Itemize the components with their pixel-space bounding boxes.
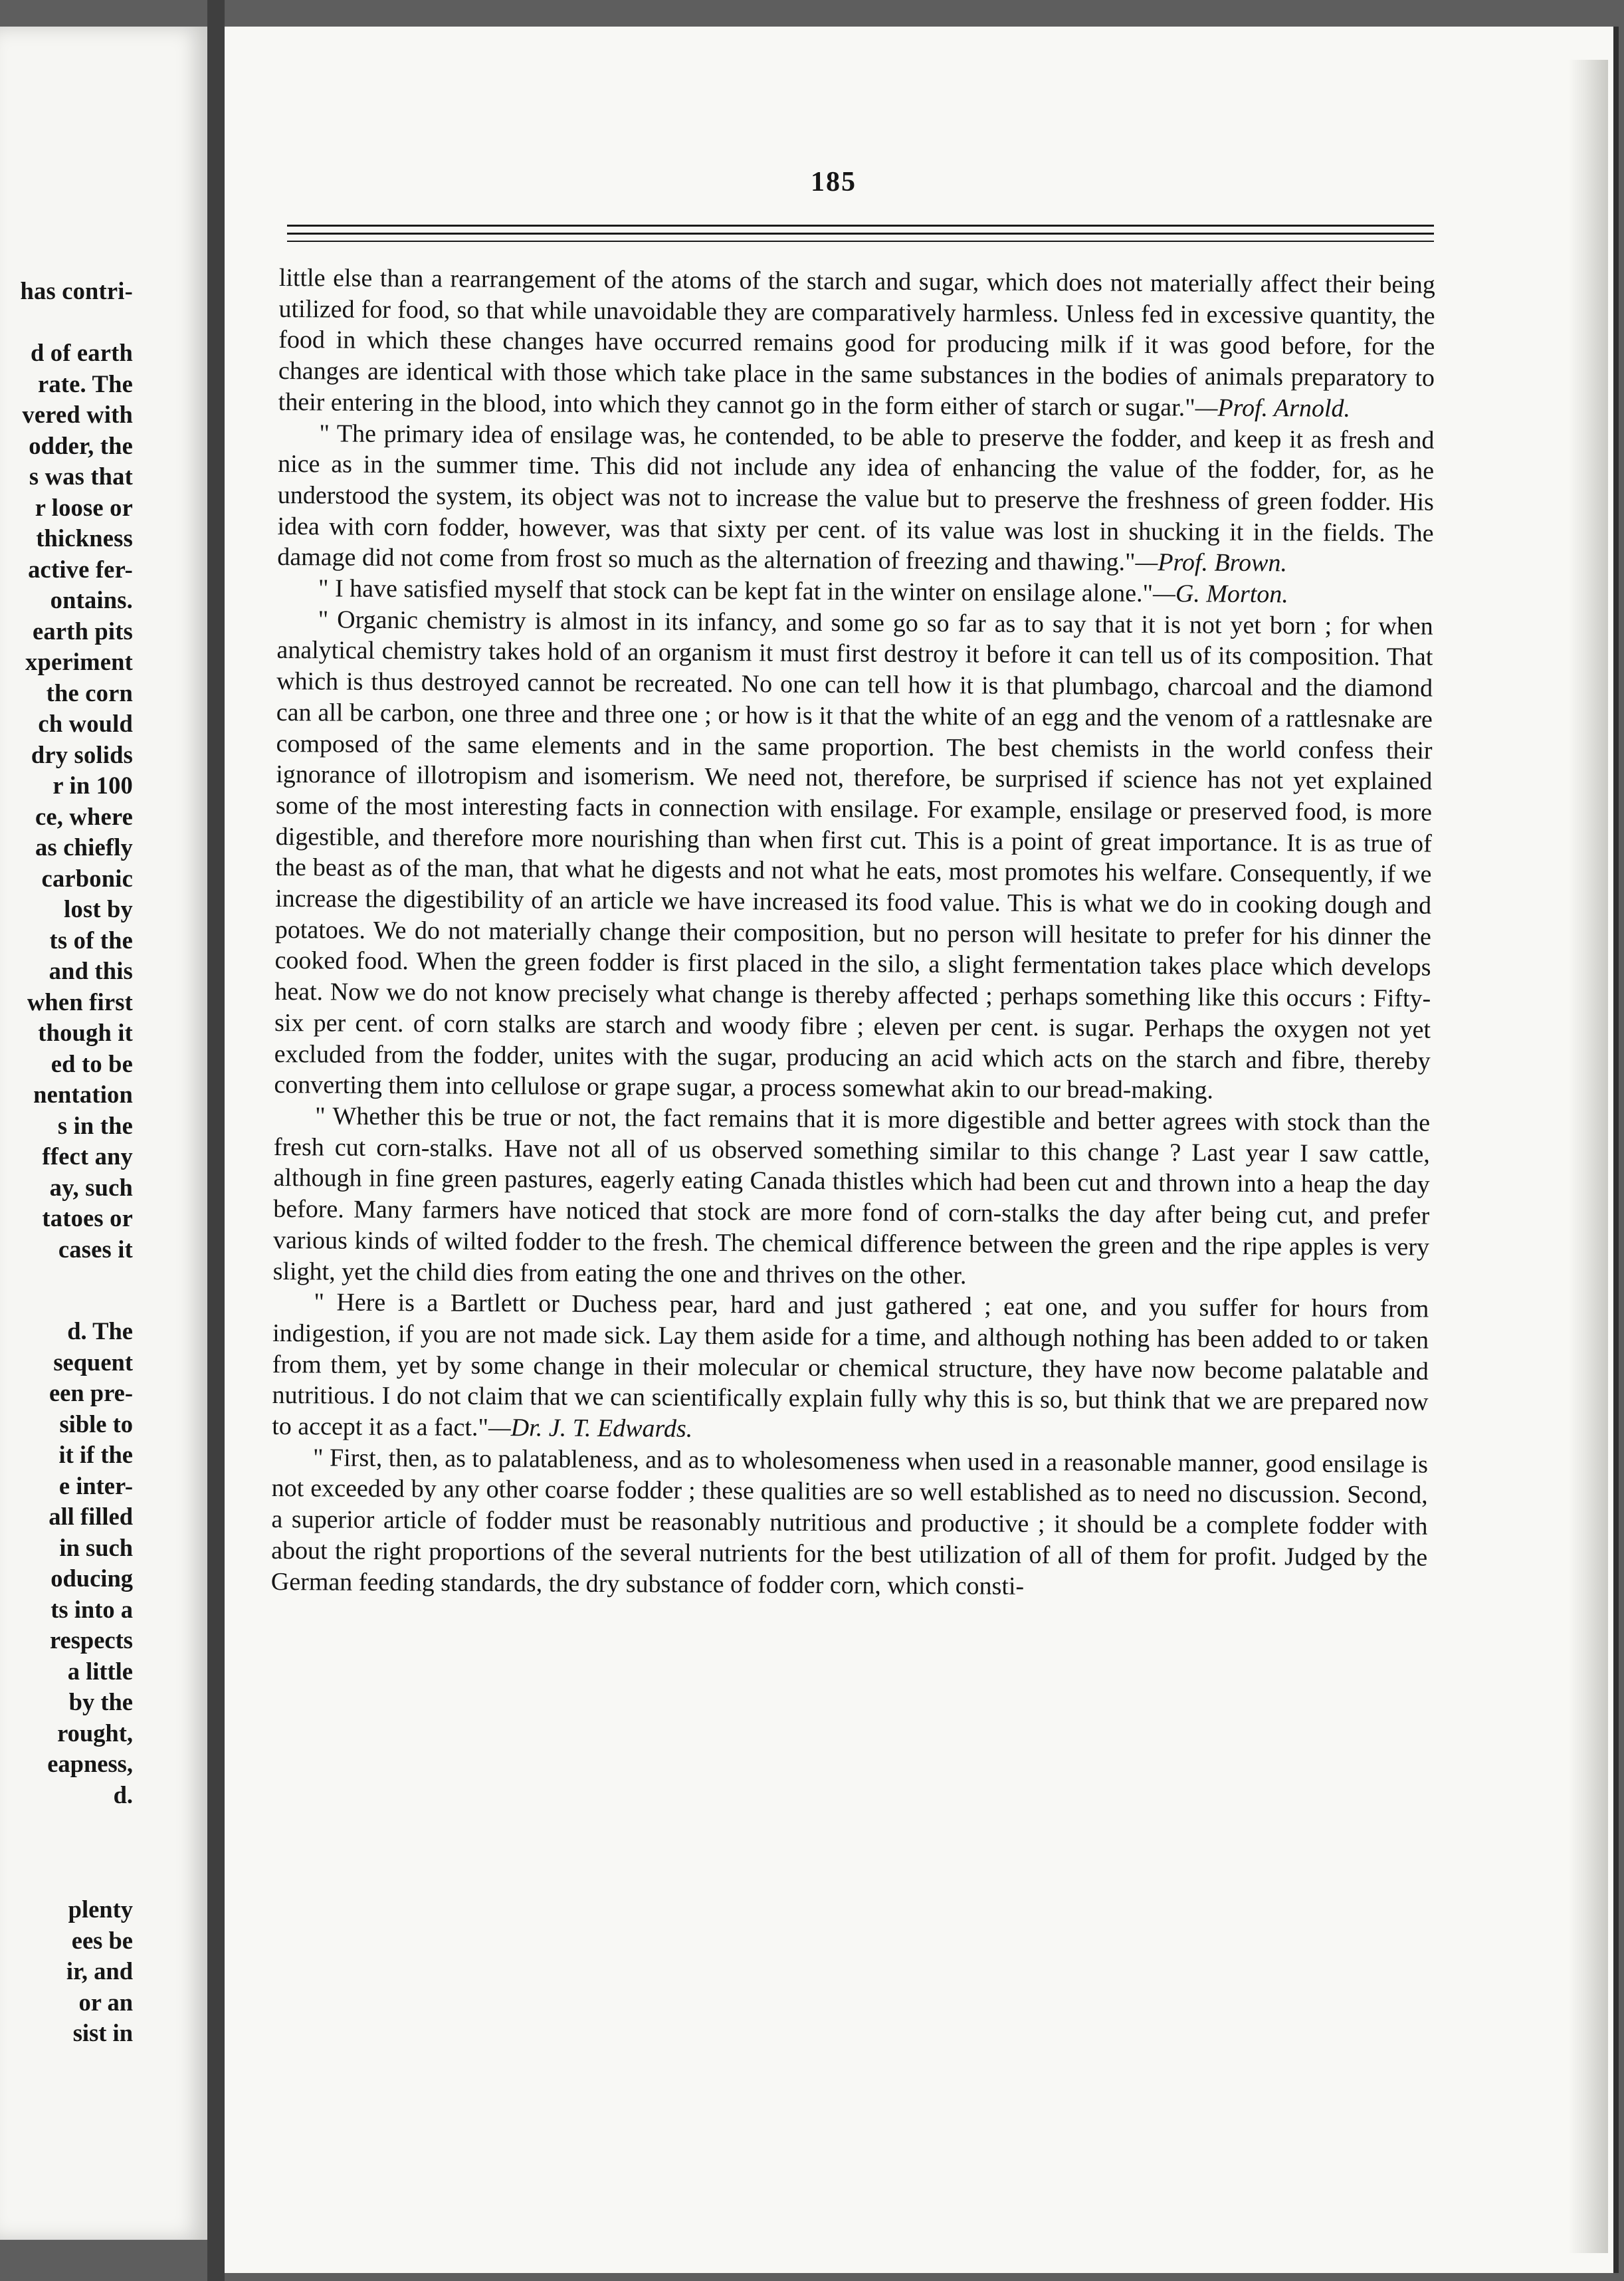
paragraph: [274, 604, 1433, 1108]
left-page-text-block-2: [0, 1316, 133, 1810]
attribution: —Prof. Brown.: [1135, 548, 1288, 578]
left-page-line: s in the: [57, 1111, 133, 1139]
left-page-line: d. The: [67, 1317, 133, 1345]
left-page-line: all filled: [49, 1503, 133, 1530]
left-page-line: sequent: [53, 1348, 133, 1376]
left-page-line: s was that: [29, 463, 133, 490]
left-page-line: tatoes or: [42, 1204, 133, 1232]
left-page-line: ch would: [38, 710, 133, 737]
paragraph-text: little else than a rearrangement of the atoms of the starch and sugar, which does not materially affect their being utilized for food, so that while unavoidable they are comparatively harmless. Unless fed in excessive quantity, the food in which these changes have occurred remains good for producing milk if it was good before, for the changes are identical with those which take place in the same substances in the bodies of animals preparatory to their entering in the blood, into which they cannot go in the form either of starch or sugar.": [278, 263, 1435, 422]
paragraph: [271, 1442, 1428, 1604]
left-page-line: in such: [59, 1533, 133, 1561]
left-page-line: ts into a: [51, 1595, 133, 1623]
left-page-line: rate. The: [37, 370, 133, 397]
attribution: —Prof. Arnold.: [1195, 393, 1351, 423]
left-page-line: or an: [78, 1988, 133, 2016]
left-page-line: ed to be: [51, 1049, 133, 1077]
left-page-line: dry solids: [31, 740, 133, 768]
left-page-line: as chiefly: [35, 833, 133, 861]
paragraph: [273, 1101, 1431, 1294]
header-rule: [287, 241, 1434, 242]
paragraph-text: " First, then, as to palatableness, and as to wholesomeness when used in a reasonable manner, good ensilage is not exceeded by any other coarse fodder ; these qualities are so well established as to need no discussion. Second, a superior article of fodder must be reasonably nutritious and productive ; it should be a complete fodder with about the right proportions of the several nutrients for the best utilization of all of them for profit. Judged by the German feeding standards, the dry substance of fodder corn, which consti-: [270, 1444, 1429, 1600]
left-page-line: ay, such: [49, 1173, 133, 1201]
book-gutter: [207, 0, 225, 2281]
left-page-line: ts of the: [49, 926, 133, 954]
left-page-line: sible to: [59, 1410, 133, 1438]
left-page-line: d.: [113, 1781, 133, 1808]
left-page-line: xperiment: [25, 648, 133, 675]
page-edge-shadow: [1568, 60, 1608, 2253]
left-page-line: ir, and: [66, 1957, 133, 1985]
attribution: —Dr. J. T. Edwards.: [488, 1413, 693, 1443]
left-page-line: odder, the: [29, 431, 133, 459]
left-page-line: thickness: [36, 524, 133, 552]
left-page-line: has contri-: [20, 277, 133, 304]
paragraph-text: " Organic chemistry is almost in its infancy, and some go so far as to say that it is not yet born ; for when analytical chemistry takes hold of an organism it must first destroy it before it can tell us of its composition. That which is thus destroyed cannot be recreated. No one can tell how it is that plumbago, charcoal and the diamond can all be carbon, one three and three one ; or how is it that the white of an egg and the venom of a rattlesnake are composed of the same elements and in the same proportion. The best chemists in the world confess their ignorance of illotropism and isomerism. We need not, therefore, be surprised if science has not yet explained some of the most interesting facts in connection with ensilage. For example, ensilage or preserved food, is more digestible, and therefore more nourishing than when first cut. This is a point of great importance. It is as true of the beast as of the man, that what he digests and not what he eats, most promotes his welfare. Consequently, if we increase the digestibility of an article we have increased its food value. This is what we do in cooking dough and potatoes. We do not materially change their composition, but no person will hesitate to prefer for his dinner the cooked food. When the green fodder is first placed in the silo, a slight fermentation takes place which develops heat. Now we do not know precisely what change is thereby affected ; perhaps something like this occurs : Fifty-six per cent. of corn stalks are starch and woody fibre ; eleven per cent. is sugar. Perhaps the oxygen not yet excluded from the fodder, unites with the sugar, producing an acid which acts on the starch and fibre, thereby converting them into cellulose or grape sugar, a process somewhat akin to our bread-making.: [274, 605, 1433, 1105]
paragraph: [277, 418, 1434, 580]
left-page-line: [0, 307, 133, 338]
attribution: —G. Morton.: [1152, 580, 1288, 609]
left-page-line: when first: [27, 988, 133, 1016]
left-page-line: and this: [49, 957, 133, 984]
left-page-line: eapness,: [47, 1750, 133, 1777]
left-page-line: nentation: [33, 1081, 133, 1108]
paragraph-text: " I have satisfied myself that stock can be kept fat in the winter on ensilage alone.": [318, 574, 1154, 608]
left-page-line: ontains.: [50, 586, 133, 613]
left-page-line: rought,: [57, 1719, 133, 1747]
header-rule: [287, 233, 1434, 235]
left-page-line: a little: [67, 1657, 133, 1685]
left-page-line: r in 100: [52, 772, 133, 799]
left-page-line: een pre-: [49, 1379, 133, 1406]
left-page-line: ffect any: [42, 1142, 133, 1170]
header-rule: [287, 225, 1434, 227]
left-page-line: ce, where: [35, 802, 133, 830]
left-page-line: vered with: [22, 401, 133, 428]
left-page-line: sist in: [72, 2019, 133, 2046]
left-page-line: the corn: [46, 679, 133, 706]
left-page-line: earth pits: [32, 617, 133, 645]
paragraph-text: " Whether this be true or not, the fact remains that it is more digestible and better agrees with stock than the fresh cut corn-stalks. Have not all of us observed something similar to this change ? Last year I saw cattle, although in fine green pastures, eagerly eating Canada thistles which had been cut and thrown into a heap the day before. Many farmers have noticed that stock are more fond of corn-stalks the day after being cut, and prefer various kinds of wilted fodder to the fresh. The chemical difference between the green and the ripe apples is very slight, yet the child dies from eating the one and thrives on the other.: [272, 1102, 1431, 1289]
page-number: 185: [811, 167, 857, 197]
left-page-line: plenty: [68, 1896, 133, 1923]
paragraph-text: " The primary idea of ensilage was, he contended, to be able to preserve the fodder, and keep it as fresh and nice as in the summer time. This did not include any idea of enhancing the value of the fodder, for, as he understood the system, its object was not to increase the value but to preserve the freshness of green fodder. His idea with corn fodder, however, was that sixty per cent. of its value was lost in shucking it in the fields. The damage did not come from frost so much as the alternation of freezing and thawing.": [277, 419, 1435, 577]
paragraph: [278, 263, 1435, 425]
left-page-line: cases it: [58, 1235, 133, 1263]
paragraph-text: " Here is a Bartlett or Duchess pear, hard and just gathered ; eat one, and you suffer for hours from indigestion, if you are not made sick. Lay them aside for a time, and although nothing has been added to or taken from them, yet by some change in their molecular or chemical structure, they have now become palatable and nutritious. I do not claim that we can scientifically explain fully why this is so, but think that we are prepared now to accept it as a fact.": [272, 1288, 1429, 1442]
left-page-line: lost by: [64, 895, 133, 923]
left-page-line: though it: [38, 1019, 133, 1046]
left-page-line: e inter-: [58, 1471, 133, 1499]
left-page-line: d of earth: [30, 339, 133, 366]
left-page-line: oducing: [51, 1565, 133, 1592]
left-page-line: r loose or: [35, 493, 133, 521]
left-page-text-block-1: [0, 276, 133, 1265]
body-text: [271, 263, 1435, 1604]
paragraph: [272, 1287, 1429, 1449]
left-page-line: carbonic: [41, 864, 133, 892]
left-page-line: it if the: [58, 1441, 133, 1468]
left-page-text-block-3: [0, 1894, 133, 2049]
left-page-line: by the: [68, 1688, 133, 1715]
left-page-line: respects: [49, 1626, 133, 1654]
left-page-line: active fer-: [28, 555, 133, 583]
left-page-line: ees be: [71, 1926, 133, 1954]
left-facing-page: [0, 27, 207, 2240]
